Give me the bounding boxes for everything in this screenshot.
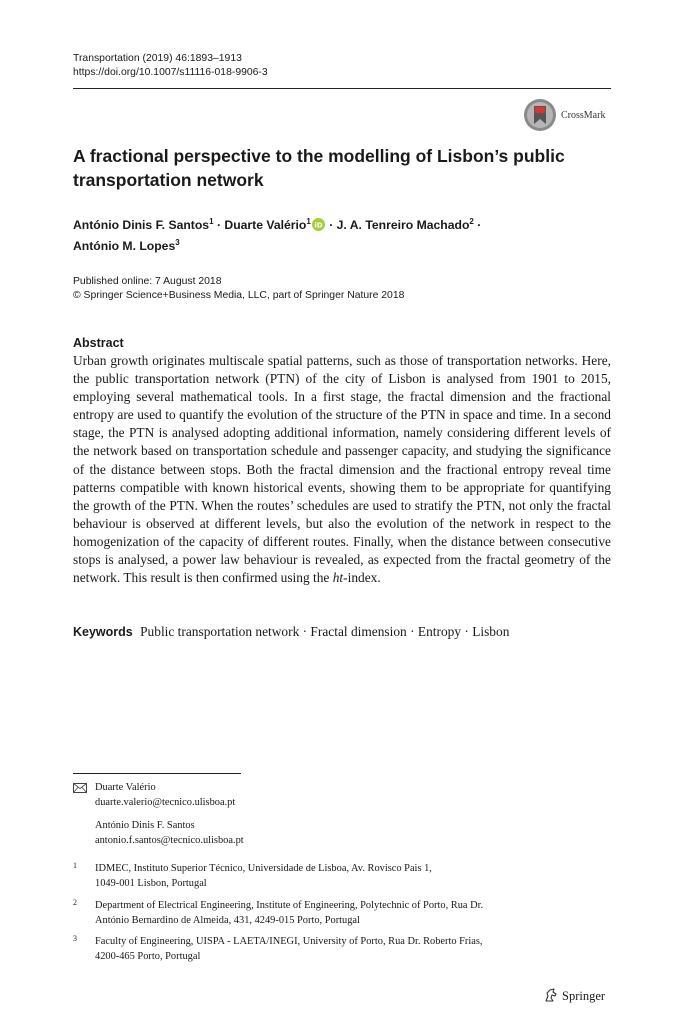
author-affil: 3 bbox=[175, 238, 180, 248]
author-list bbox=[73, 213, 613, 255]
author-affil: 1 bbox=[209, 217, 214, 226]
affiliation bbox=[95, 899, 595, 928]
envelope-icon bbox=[73, 783, 87, 793]
corresponding-author bbox=[95, 819, 244, 848]
abstract-text-main: Urban growth originates multiscale spatial patterns, such as those of transportation networks. Here, the public transportation network (PTN) of the city of Lisbon is analysed from 1901 to 2015, employing several mathematical tools. In a first stage, the fractal dimension and the fractional entropy are used to quantify the evolution of the structure of the PTN in space and time. In a second stage, the PTN is analysed adopting additional information, namely considering different levels of the network based on transportation schedule and passenger capacity, and studying the significance of the distance between stops. Both the fractal dimension and the fractional entropy reveal time patterns compatible with known historical events, showing them to be appropriate for quantifying the growth of the PTN. When the routes’ schedules are used to stratify the PTN, not only the fractal behaviour is observed at different levels, but also the evolution of the network in respect to the homogenization of the capacity of different routes. Finally, when the distance between consecutive stops is analysed, a power law behaviour is revealed, as expected from the fractal geometry of the network. This result is then confirmed using the bbox=[73, 353, 611, 586]
publisher-name: Springer bbox=[562, 989, 606, 1003]
affiliation-line: IDMEC, Instituto Superior Técnico, Universidade de Lisboa, Av. Rovisco Pais 1, bbox=[95, 863, 432, 874]
author-affil: 1 bbox=[306, 217, 311, 226]
affiliation bbox=[95, 862, 595, 891]
affiliation-line: Department of Electrical Engineering, Institute of Engineering, Polytechnic of Porto, Rua Dr. bbox=[95, 900, 484, 911]
abstract-text-end: -index. bbox=[343, 570, 381, 586]
affiliation-line: 4200-465 Porto, Portugal bbox=[95, 950, 201, 962]
author-name: J. A. Tenreiro Machado bbox=[336, 218, 470, 233]
author-name: Duarte Valério bbox=[224, 218, 307, 233]
abstract-italic-term: ht bbox=[332, 570, 344, 586]
doi-link[interactable]: https://doi.org/10.1007/s11116-018-9906-3 bbox=[73, 67, 268, 78]
corresponding-name: Duarte Valério bbox=[95, 782, 156, 793]
author-separator: · bbox=[216, 218, 221, 233]
affiliation-line: Faculty of Engineering, UISPA - LAETA/INEGI, University of Porto, Rua Dr. Roberto Frias, bbox=[95, 936, 483, 947]
crossmark-icon bbox=[523, 98, 557, 132]
affiliation-number: 1 bbox=[73, 861, 77, 870]
keywords-heading: Keywords bbox=[73, 625, 133, 639]
author-name: António Dinis F. Santos bbox=[73, 218, 210, 233]
abstract-heading: Abstract bbox=[73, 336, 124, 350]
crossmark-badge[interactable] bbox=[523, 98, 623, 134]
author-name: António M. Lopes bbox=[73, 239, 176, 254]
abstract-body bbox=[73, 352, 611, 587]
springer-horse-icon bbox=[543, 987, 559, 1003]
corresponding-author bbox=[95, 781, 235, 810]
journal-header bbox=[73, 52, 268, 80]
corresponding-name: António Dinis F. Santos bbox=[95, 820, 195, 831]
keywords bbox=[73, 623, 613, 641]
affiliation-number: 2 bbox=[73, 898, 77, 907]
published-date: Published online: 7 August 2018 bbox=[73, 276, 222, 287]
article-title: A fractional perspective to the modelling of Lisbon’s public transportation network bbox=[73, 146, 565, 190]
copyright-line: © Springer Science+Business Media, LLC, part of Springer Nature 2018 bbox=[73, 290, 405, 301]
journal-citation: Transportation (2019) 46:1893–1913 bbox=[73, 53, 242, 64]
affiliation-line: 1049-001 Lisbon, Portugal bbox=[95, 877, 207, 889]
header-rule bbox=[73, 88, 611, 89]
keywords-list: Public transportation network · Fractal dimension · Entropy · Lisbon bbox=[140, 624, 510, 639]
affiliation bbox=[95, 935, 595, 964]
publication-info bbox=[73, 275, 404, 303]
author-separator: · bbox=[477, 218, 482, 233]
footnote-rule bbox=[73, 773, 241, 774]
author-affil: 2 bbox=[469, 217, 474, 226]
crossmark-label: CrossMark bbox=[561, 110, 606, 121]
affiliation-number: 3 bbox=[73, 934, 77, 943]
publisher-logo bbox=[543, 987, 605, 1004]
corresponding-email[interactable]: antonio.f.santos@tecnico.ulisboa.pt bbox=[95, 834, 244, 846]
corresponding-email[interactable]: duarte.valerio@tecnico.ulisboa.pt bbox=[95, 796, 236, 808]
orcid-icon[interactable] bbox=[312, 218, 325, 231]
svg-text:iD: iD bbox=[314, 221, 323, 230]
affiliation-line: António Bernardino de Almeida, 431, 4249-015 Porto, Portugal bbox=[95, 914, 360, 926]
author-separator: · bbox=[329, 218, 334, 233]
